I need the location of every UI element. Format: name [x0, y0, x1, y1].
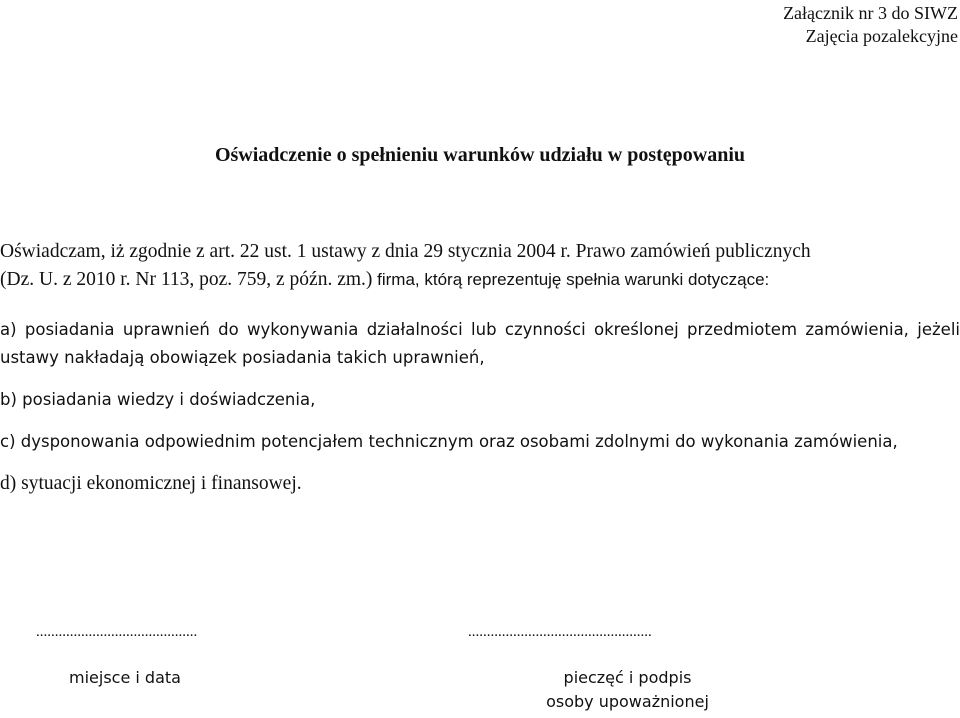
- document-title: Oświadczenie o spełnieniu warunków udziału w postępowaniu: [214, 144, 746, 166]
- stamp-signature-label: [525, 666, 730, 714]
- intro-statement: firma, którą reprezentuję spełnia warunki dotyczące:: [372, 270, 770, 289]
- stamp-signature-label-line-1: pieczęć i podpis: [563, 668, 692, 687]
- stamp-signature-line: .................................................: [468, 624, 652, 640]
- conditions-list: [0, 316, 960, 512]
- condition-c: c) dysponowania odpowiednim potencjałem technicznym oraz osobami zdolnymi do wykonania zamówienia,: [0, 432, 898, 451]
- intro-line-2: [0, 266, 960, 294]
- intro-legal-reference: (Dz. U. z 2010 r. Nr 113, poz. 759, z późn. zm.): [0, 269, 373, 290]
- attachment-subject: Zajęcia pozalekcyjne: [805, 26, 958, 46]
- place-date-label: miejsce i data: [69, 668, 181, 687]
- place-date-line: ...........................................: [36, 624, 198, 640]
- attachment-number: Załącznik nr 3 do SIWZ: [783, 3, 958, 23]
- condition-a: a) posiadania uprawnień do wykonywania działalności lub czynności określonej przedmiotem zamówienia, jeżeli ustawy nakładają obowiązek posiadania takich uprawnień,: [0, 320, 960, 367]
- condition-b: b) posiadania wiedzy i doświadczenia,: [0, 390, 316, 409]
- condition-d: d) sytuacji ekonomicznej i finansowej.: [0, 473, 302, 494]
- intro-line-1: Oświadczam, iż zgodnie z art. 22 ust. 1 ustawy z dnia 29 stycznia 2004 r. Prawo zamówień publicznych: [0, 241, 811, 262]
- declaration-intro: [0, 238, 960, 294]
- stamp-signature-label-line-2: osoby upoważnionej: [546, 692, 709, 711]
- attachment-header: [783, 2, 958, 48]
